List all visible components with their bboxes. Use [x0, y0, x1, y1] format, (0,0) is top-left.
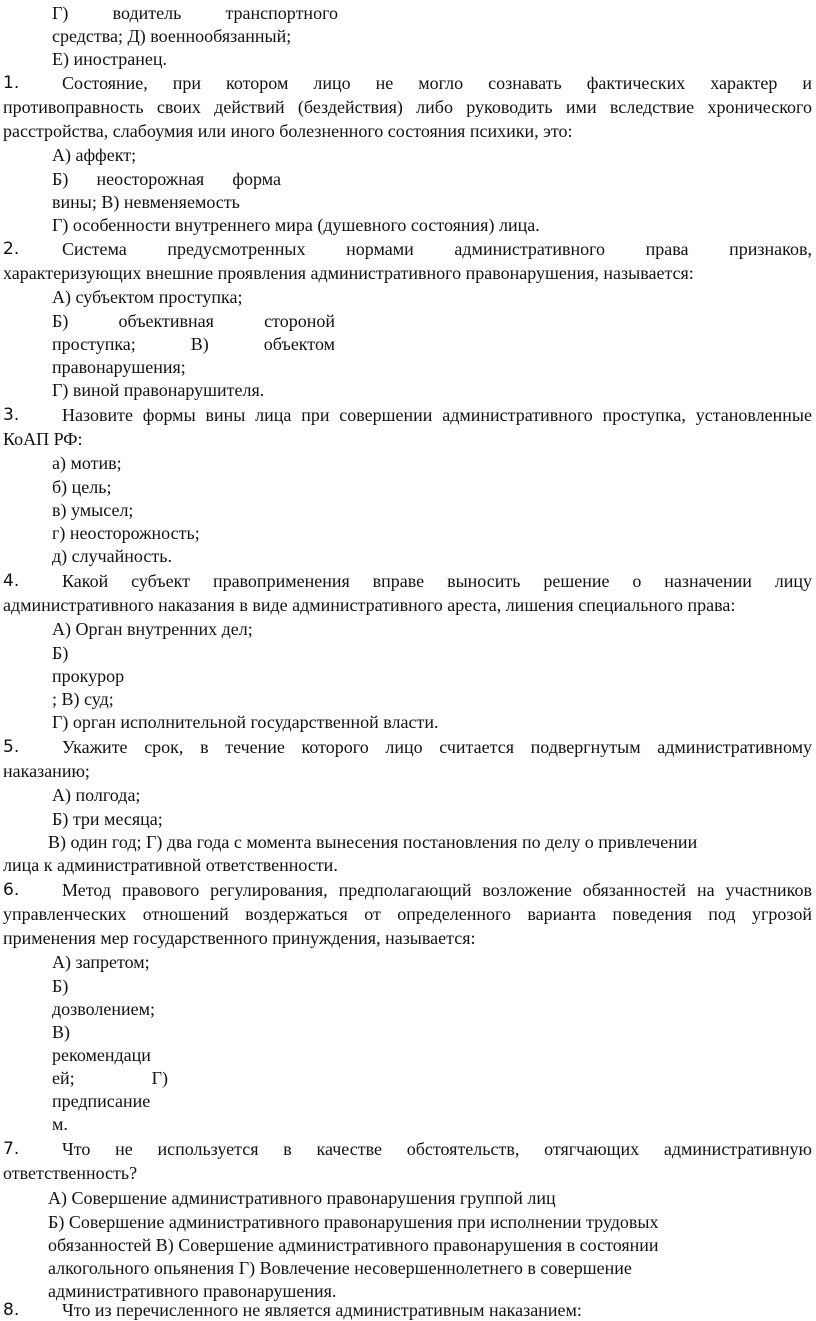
question-7-text-line-2: ответственность? [3, 1163, 138, 1183]
question-5-option: В) один год; Г) два года с момента вынесения постановления по делу о привлечении [48, 832, 698, 852]
question-3-option: б) цель; [52, 477, 112, 497]
question-7-option: Б) Совершение административного правонарушения при исполнении трудовых [48, 1212, 659, 1232]
option-g-driver: Г) водитель транспортного [52, 3, 338, 23]
question-4-option: Б) [52, 643, 69, 663]
question-1-text-line-2: противоправность своих действий (бездействия) либо руководить ими вследствие хронического [3, 97, 812, 117]
question-6-text-line-2: управленческих отношений воздержаться от определенного варианта поведения под угрозой [3, 904, 812, 924]
question-1-option: А) аффект; [52, 145, 137, 165]
question-2-option: правонарушения; [52, 357, 186, 377]
question-1-text-line-3: расстройства, слабоумия или иного болезненного состояния психики, это: [3, 121, 573, 141]
question-4-number: 4. [3, 571, 20, 591]
question-2-option: Б) объективная стороной [52, 311, 335, 331]
question-2-text-line-2: характеризующих внешние проявления административного правонарушения, называется: [3, 263, 694, 283]
question-4-option: ; В) суд; [52, 689, 114, 709]
question-6-option: В) [52, 1022, 70, 1042]
question-5-option: лица к административной ответственности. [3, 855, 338, 875]
question-6-option: А) запретом; [52, 952, 150, 972]
option-d-military: средства; Д) военнообязанный; [52, 26, 292, 46]
question-7-option: алкогольного опьянения Г) Вовлечение несовершеннолетнего в совершение [48, 1258, 632, 1278]
question-2-option: Г) виной правонарушителя. [52, 380, 265, 400]
question-1-number: 1. [3, 73, 20, 93]
question-3-option: а) мотив; [52, 453, 122, 473]
question-8-number: 8. [3, 1300, 20, 1320]
question-3-text-line-2: КоАП РФ: [3, 429, 83, 449]
question-6-option: ей; Г) [52, 1068, 168, 1088]
question-4-option: А) Орган внутренних дел; [52, 619, 253, 639]
question-5-text-line-2: наказанию; [3, 761, 90, 781]
option-e-foreigner: Е) иностранец. [52, 49, 168, 69]
question-6-option: рекомендаци [52, 1045, 151, 1065]
question-7-number: 7. [3, 1139, 20, 1159]
question-3-text-line-1: Назовите формы вины лица при совершении административного проступка, установленные [62, 405, 812, 425]
question-3-option: г) неосторожность; [52, 523, 200, 543]
question-2-text-line-1: Система предусмотренных нормами административного права признаков, [62, 239, 812, 259]
question-2-option: А) субъектом проступка; [52, 287, 243, 307]
question-2-number: 2. [3, 239, 20, 259]
question-3-option: в) умысел; [52, 500, 134, 520]
question-1-option: Г) особенности внутреннего мира (душевного состояния) лица. [52, 215, 540, 235]
question-6-option: дозволением; [52, 999, 156, 1019]
question-1-option: вины; В) невменяемость [52, 192, 240, 212]
question-4-text-line-1: Какой субъект правоприменения вправе выносить решение о назначении лицу [62, 571, 812, 591]
question-7-option: обязанностей В) Совершение административного правонарушения в состоянии [48, 1235, 659, 1255]
question-7-option: А) Совершение административного правонарушения группой лиц [48, 1188, 556, 1208]
question-7-option: административного правонарушения. [48, 1281, 337, 1301]
question-6-text-line-1: Метод правового регулирования, предполагающий возложение обязанностей на участников [62, 880, 812, 900]
question-6-option: м. [52, 1114, 68, 1134]
question-5-option: Б) три месяца; [52, 809, 163, 829]
question-4-option: Г) орган исполнительной государственной власти. [52, 712, 439, 732]
question-4-option: прокурор [52, 666, 125, 686]
question-6-option: Б) [52, 976, 69, 996]
question-1-option: Б) неосторожная форма [52, 169, 281, 189]
question-3-number: 3. [3, 405, 20, 425]
question-5-text-line-1: Укажите срок, в течение которого лицо считается подвергнутым административному [62, 737, 812, 757]
question-4-text-line-2: административного наказания в виде административного ареста, лишения специального права: [3, 595, 736, 615]
question-2-option: проступка; В) объектом [52, 334, 335, 354]
question-5-option: А) полгода; [52, 785, 141, 805]
question-1-text-line-1: Состояние, при котором лицо не могло сознавать фактических характер и [62, 73, 812, 93]
question-7-text-line-1: Что не используется в качестве обстоятельств, отягчающих административную [62, 1139, 812, 1159]
question-6-number: 6. [3, 880, 20, 900]
question-6-text-line-3: применения мер государственного принуждения, называется: [3, 928, 476, 948]
question-3-option: д) случайность. [52, 546, 172, 566]
question-5-number: 5. [3, 737, 20, 757]
question-8-text-line-1: Что из перечисленного не является административным наказанием: [62, 1300, 582, 1320]
question-6-option: предписание [52, 1091, 151, 1111]
